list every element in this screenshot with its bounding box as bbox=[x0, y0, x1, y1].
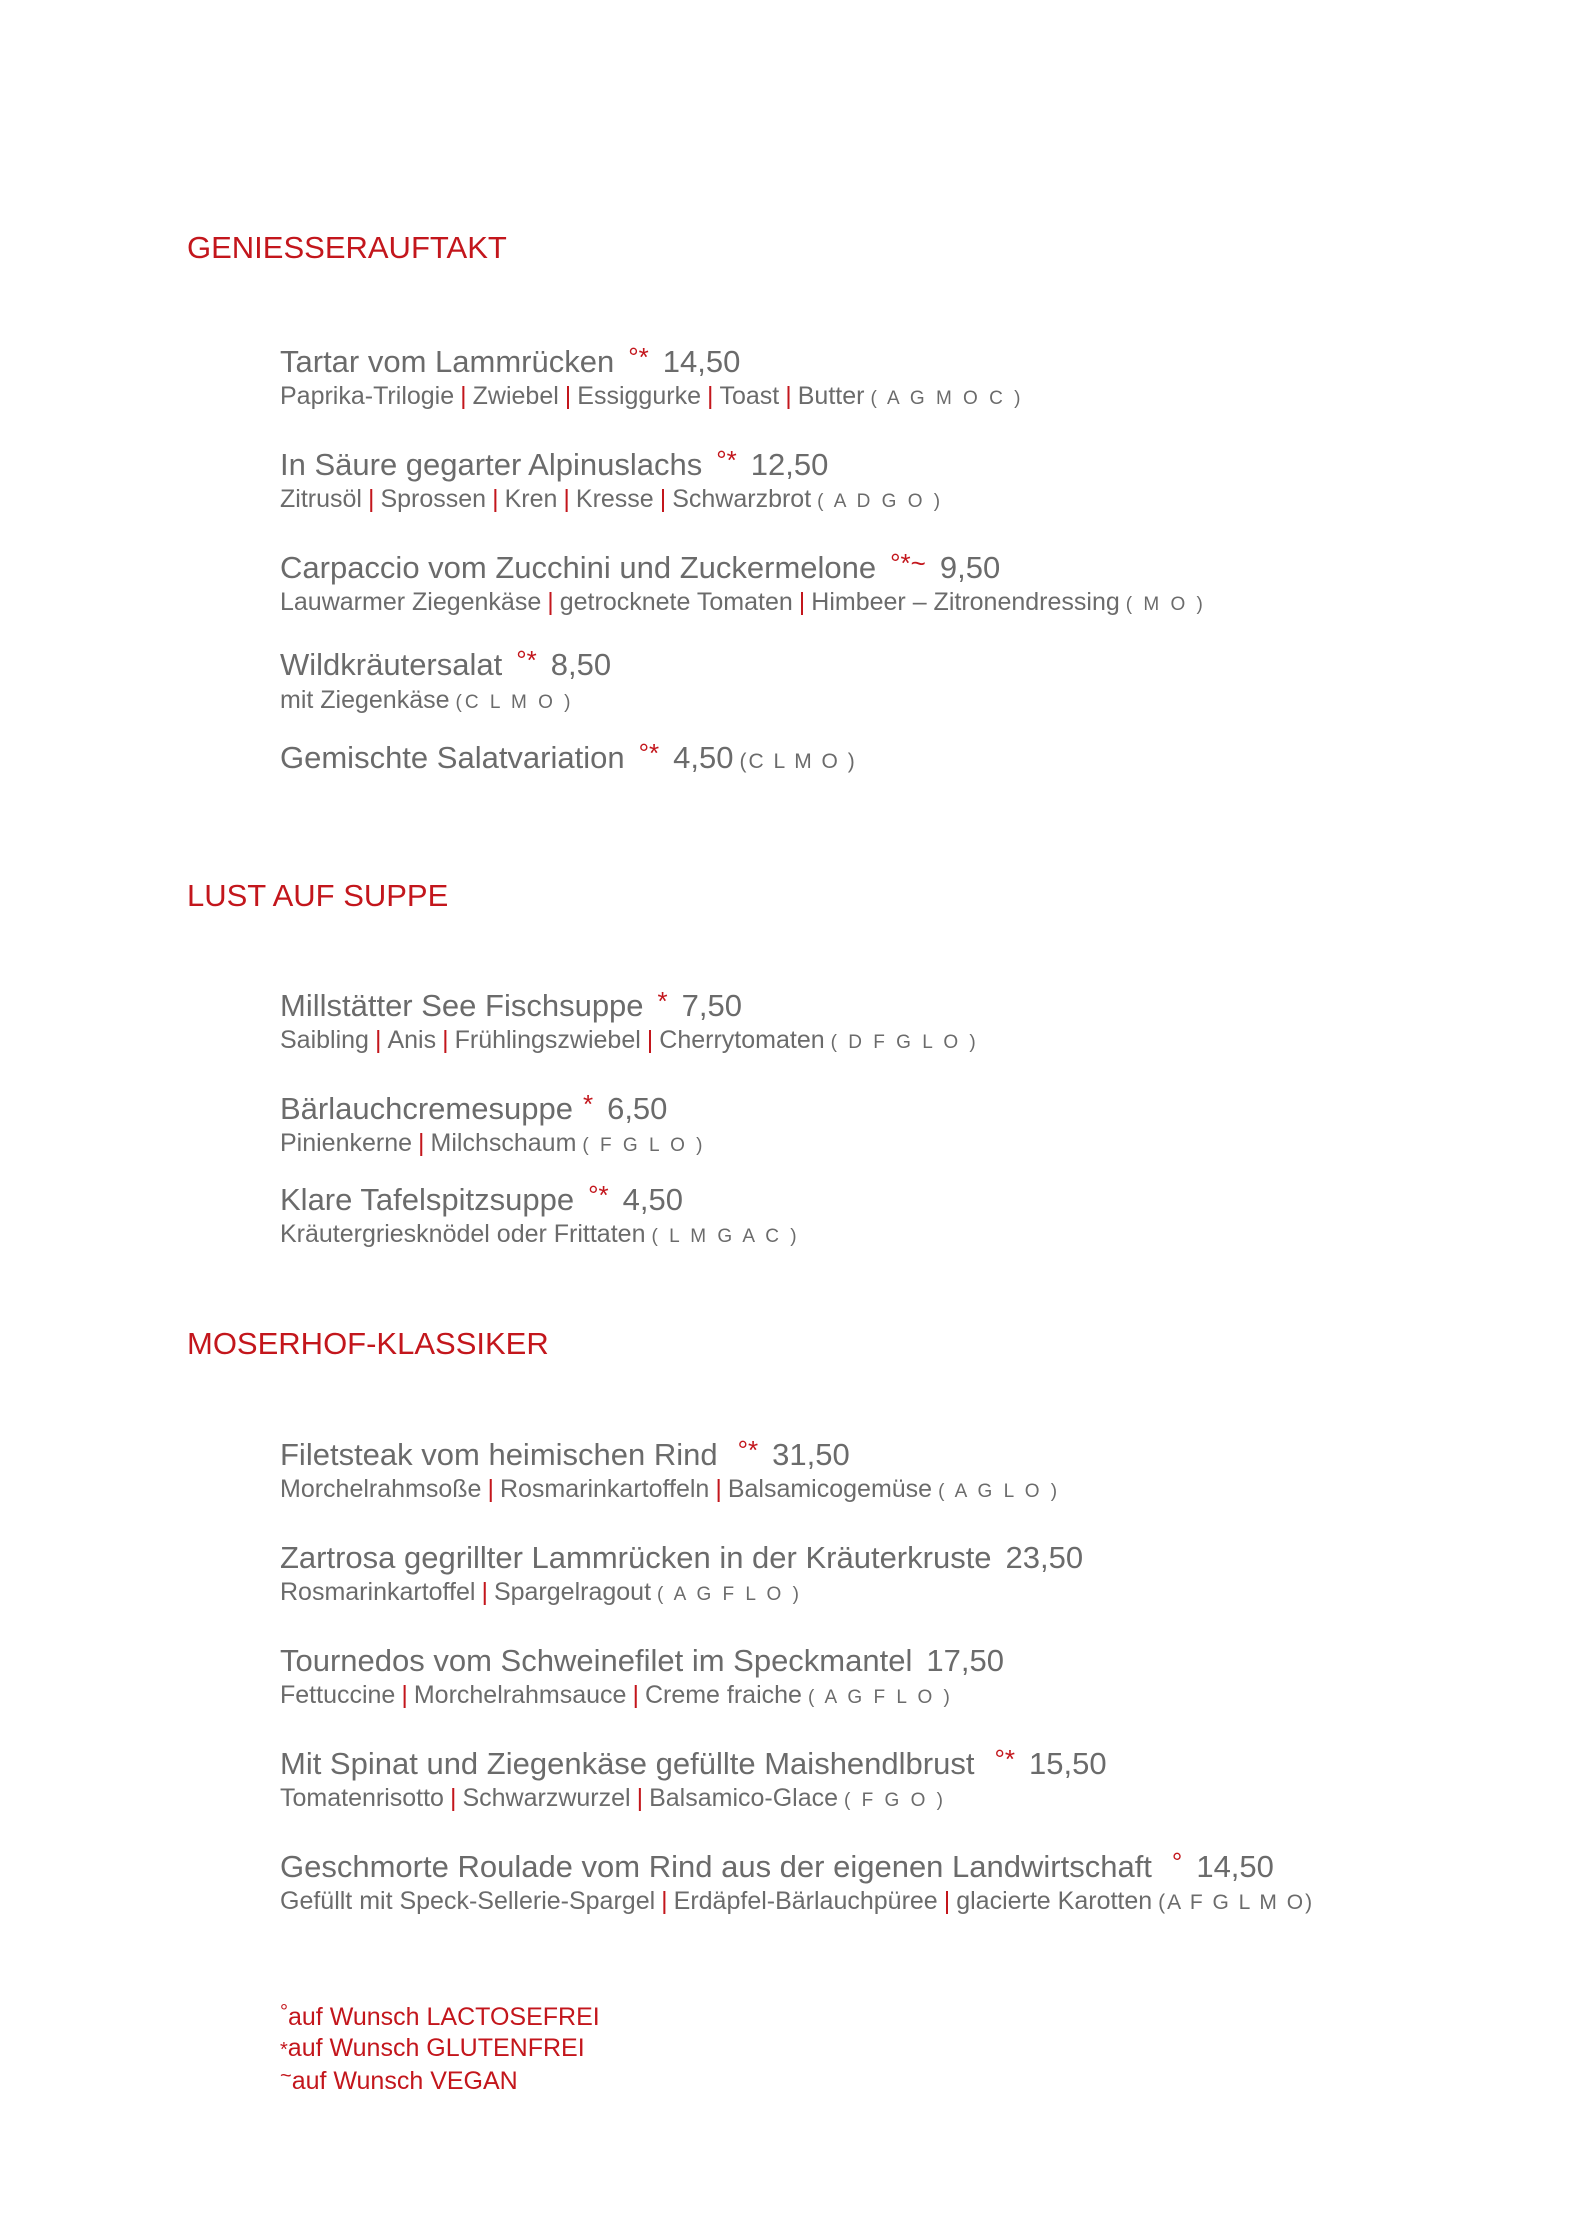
item-name: In Säure gegarter Alpinuslachs bbox=[280, 447, 703, 482]
desc-part: Kren bbox=[504, 485, 558, 513]
separator: | bbox=[659, 485, 667, 513]
allergen-codes: (C L M O ) bbox=[739, 750, 857, 773]
item-price: 7,50 bbox=[681, 988, 743, 1023]
dietary-mark: * bbox=[657, 986, 668, 1016]
item-name: Carpaccio vom Zucchini und Zuckermelone bbox=[280, 550, 877, 585]
desc-part: Tomatenrisotto bbox=[280, 1784, 444, 1812]
separator: | bbox=[706, 382, 714, 410]
separator: | bbox=[418, 1129, 425, 1157]
separator: | bbox=[636, 1784, 644, 1812]
separator: | bbox=[460, 382, 467, 410]
section-title-lust-auf-suppe: LUST AUF SUPPE bbox=[187, 878, 449, 913]
item-name: Bärlauchcremesuppe bbox=[280, 1091, 573, 1126]
separator: | bbox=[715, 1475, 722, 1503]
desc-part: Fettuccine bbox=[280, 1681, 396, 1709]
item-name: Filetsteak vom heimischen Rind bbox=[280, 1437, 718, 1472]
item-price: 23,50 bbox=[1005, 1540, 1084, 1575]
item-name: Geschmorte Roulade vom Rind aus der eigenen Landwirtschaft bbox=[280, 1849, 1152, 1884]
item-name-line bbox=[280, 1849, 1274, 1885]
item-description bbox=[280, 382, 1023, 411]
desc-part: getrocknete Tomaten bbox=[559, 588, 793, 616]
allergen-codes: ( F G L O ) bbox=[582, 1135, 706, 1156]
legend-text: auf Wunsch LACTOSEFREI bbox=[288, 2003, 600, 2031]
desc-part: Schwarzwurzel bbox=[462, 1784, 631, 1812]
separator: | bbox=[442, 1026, 449, 1054]
desc-part: Zwiebel bbox=[472, 382, 559, 410]
desc-part: Anis bbox=[387, 1026, 437, 1054]
item-description bbox=[280, 1578, 802, 1607]
item-name-line bbox=[280, 550, 1000, 586]
desc-part: glacierte Karotten bbox=[956, 1887, 1153, 1915]
dietary-mark: °* bbox=[737, 1435, 759, 1465]
desc-part: Erdäpfel-Bärlauchpüree bbox=[673, 1887, 938, 1915]
item-description bbox=[280, 1129, 705, 1158]
item-name-line bbox=[280, 988, 742, 1024]
desc-part: Lauwarmer Ziegenkäse bbox=[280, 588, 542, 616]
item-price: 8,50 bbox=[550, 647, 612, 682]
desc-part: Butter bbox=[797, 382, 865, 410]
item-name-line bbox=[280, 1746, 1107, 1782]
legend-text: auf Wunsch GLUTENFREI bbox=[287, 2034, 585, 2062]
desc-part: Essiggurke bbox=[577, 382, 701, 410]
item-description bbox=[280, 485, 943, 514]
desc-part: Saibling bbox=[280, 1026, 369, 1054]
item-description bbox=[280, 1784, 946, 1813]
separator: | bbox=[563, 485, 570, 513]
item-name: Mit Spinat und Ziegenkäse gefüllte Maishendlbrust bbox=[280, 1746, 975, 1781]
separator: | bbox=[401, 1681, 408, 1709]
item-description bbox=[280, 1887, 1314, 1916]
item-name: Klare Tafelspitzsuppe bbox=[280, 1182, 575, 1217]
dietary-mark: °* bbox=[588, 1180, 609, 1210]
item-price: 6,50 bbox=[607, 1091, 668, 1126]
allergen-codes: (C L M O ) bbox=[455, 692, 574, 713]
item-price: 4,50 bbox=[673, 740, 734, 775]
item-price: 4,50 bbox=[622, 1182, 683, 1217]
allergen-codes: ( M O ) bbox=[1125, 594, 1206, 615]
section-title-geniesserauftakt: GENIESSERAUFTAKT bbox=[187, 230, 507, 265]
separator: | bbox=[564, 382, 572, 410]
separator: | bbox=[367, 485, 375, 513]
item-price: 14,50 bbox=[1196, 1849, 1274, 1884]
item-name: Tartar vom Lammrücken bbox=[280, 344, 615, 379]
item-name-line bbox=[280, 344, 740, 380]
desc-part: Kräutergriesknödel oder Frittaten bbox=[280, 1220, 646, 1248]
allergen-codes: ( D F G L O ) bbox=[830, 1032, 979, 1053]
separator: | bbox=[785, 382, 792, 410]
desc-part: Rosmarinkartoffel bbox=[280, 1578, 476, 1606]
item-name: Millstätter See Fischsuppe bbox=[280, 988, 644, 1023]
desc-part: Rosmarinkartoffeln bbox=[499, 1475, 710, 1503]
dietary-mark: °* bbox=[516, 645, 537, 675]
item-description bbox=[280, 1220, 800, 1249]
item-name-line bbox=[280, 1540, 1083, 1576]
dietary-mark: °* bbox=[628, 342, 649, 372]
legend-item-vegan bbox=[280, 2067, 518, 2096]
item-price: 31,50 bbox=[772, 1437, 850, 1472]
separator: | bbox=[646, 1026, 654, 1054]
allergen-codes: ( A G F L O ) bbox=[807, 1687, 953, 1708]
separator: | bbox=[943, 1887, 951, 1915]
desc-part: Creme fraiche bbox=[644, 1681, 802, 1709]
separator: | bbox=[481, 1578, 488, 1606]
desc-part: Paprika-Trilogie bbox=[280, 382, 455, 410]
legend-item-glutenfrei bbox=[280, 2034, 585, 2063]
separator: | bbox=[449, 1784, 457, 1812]
item-price: 17,50 bbox=[926, 1643, 1004, 1678]
desc-part: Morchelrahmsauce bbox=[413, 1681, 627, 1709]
item-description bbox=[280, 588, 1206, 617]
desc-part: Toast bbox=[719, 382, 780, 410]
separator: | bbox=[632, 1681, 639, 1709]
legend-symbol: * bbox=[280, 2039, 288, 2061]
dietary-mark: ° bbox=[1171, 1847, 1183, 1877]
item-description bbox=[280, 1026, 979, 1055]
allergen-codes: ( A D G O ) bbox=[817, 491, 944, 512]
separator: | bbox=[374, 1026, 382, 1054]
item-price: 15,50 bbox=[1028, 1746, 1107, 1781]
desc-part: Cherrytomaten bbox=[659, 1026, 825, 1054]
legend-text: auf Wunsch VEGAN bbox=[291, 2067, 518, 2095]
item-name: Tournedos vom Schweinefilet im Speckmantel bbox=[280, 1643, 913, 1678]
allergen-codes: ( A G L O ) bbox=[938, 1481, 1061, 1502]
section-title-moserhof-klassiker: MOSERHOF-KLASSIKER bbox=[187, 1326, 549, 1361]
desc-part: Frühlingszwiebel bbox=[454, 1026, 641, 1054]
item-name: Gemischte Salatvariation bbox=[280, 740, 625, 775]
desc-part: Sprossen bbox=[380, 485, 487, 513]
dietary-mark: °*~ bbox=[890, 548, 926, 578]
desc-part: Gefüllt mit Speck-Sellerie-Spargel bbox=[280, 1887, 656, 1915]
separator: | bbox=[487, 1475, 494, 1503]
item-name-line bbox=[280, 740, 857, 776]
desc-part: mit Ziegenkäse bbox=[280, 686, 450, 714]
item-name-line bbox=[280, 1182, 683, 1218]
dietary-mark: °* bbox=[716, 445, 737, 475]
dietary-mark: * bbox=[582, 1089, 594, 1119]
item-name-line bbox=[280, 1643, 1004, 1679]
item-name-line bbox=[280, 1091, 667, 1127]
separator: | bbox=[492, 485, 499, 513]
desc-part: Pinienkerne bbox=[280, 1129, 413, 1157]
item-description bbox=[280, 1475, 1060, 1504]
item-price: 14,50 bbox=[662, 344, 741, 379]
allergen-codes: ( A G F L O ) bbox=[657, 1584, 802, 1605]
desc-part: Kresse bbox=[575, 485, 654, 513]
item-name: Zartrosa gegrillter Lammrücken in der Kräuterkruste bbox=[280, 1540, 992, 1575]
desc-part: Himbeer – Zitronendressing bbox=[811, 588, 1120, 616]
item-name-line bbox=[280, 1437, 850, 1473]
allergen-codes: ( F G O ) bbox=[844, 1790, 946, 1811]
desc-part: Morchelrahmsoße bbox=[280, 1475, 482, 1503]
dietary-mark: °* bbox=[994, 1744, 1015, 1774]
item-price: 9,50 bbox=[939, 550, 1001, 585]
desc-part: Balsamicogemüse bbox=[727, 1475, 933, 1503]
allergen-codes: (A F G L M O) bbox=[1158, 1891, 1315, 1914]
item-description bbox=[280, 1681, 953, 1710]
allergen-codes: ( L M G A C ) bbox=[651, 1226, 800, 1247]
item-description bbox=[280, 686, 574, 715]
legend-symbol: ° bbox=[280, 2001, 288, 2023]
item-price: 12,50 bbox=[750, 447, 829, 482]
desc-part: Schwarzbrot bbox=[672, 485, 812, 513]
separator: | bbox=[798, 588, 806, 616]
allergen-codes: ( A G M O C ) bbox=[870, 388, 1024, 409]
desc-part: Balsamico-Glace bbox=[649, 1784, 839, 1812]
item-name: Wildkräutersalat bbox=[280, 647, 503, 682]
separator: | bbox=[547, 588, 554, 616]
desc-part: Spargelragout bbox=[493, 1578, 652, 1606]
legend-item-lactosefrei bbox=[280, 2003, 600, 2032]
item-name-line bbox=[280, 647, 611, 683]
legend-symbol: ~ bbox=[280, 2065, 292, 2087]
desc-part: Milchschaum bbox=[430, 1129, 577, 1157]
dietary-mark: °* bbox=[638, 738, 660, 768]
separator: | bbox=[661, 1887, 668, 1915]
desc-part: Zitrusöl bbox=[280, 485, 362, 513]
item-name-line bbox=[280, 447, 828, 483]
